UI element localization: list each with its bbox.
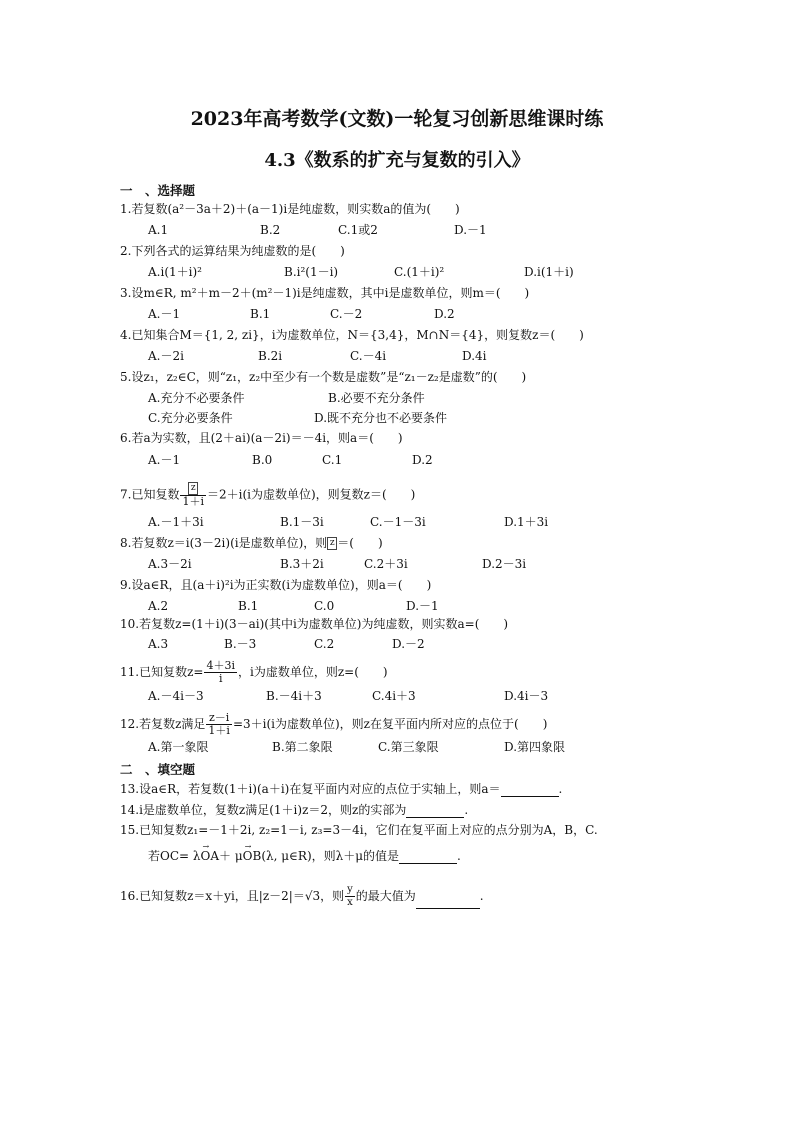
period: . xyxy=(479,889,484,903)
option-c: C.第三象限 xyxy=(378,740,439,754)
option-b: B.必要不充分条件 xyxy=(328,391,425,405)
question-8-pre: 8.若复数z＝i(3－2i)(i是虚数单位)，则 xyxy=(120,536,328,550)
option-a: A.充分不必要条件 xyxy=(148,391,245,405)
option-a: A.第一象限 xyxy=(148,740,209,754)
fraction-denominator: x xyxy=(347,897,353,908)
option-b: B.第二象限 xyxy=(272,740,333,754)
option-b: B.－4i＋3 xyxy=(266,689,322,703)
option-a: A.－1 xyxy=(148,453,181,467)
option-d: D.4i－3 xyxy=(504,689,549,703)
options-4 xyxy=(148,348,708,364)
question-14 xyxy=(120,802,468,818)
question-16 xyxy=(120,884,484,909)
option-c: C.－2 xyxy=(330,307,363,321)
options-5-row2 xyxy=(148,410,708,426)
option-b: B.0 xyxy=(252,453,273,467)
option-c: C.1 xyxy=(322,453,343,467)
fraction-denominator: i xyxy=(218,672,223,685)
option-b: B.1－3i xyxy=(280,515,324,529)
option-d: D.既不充分也不必要条件 xyxy=(314,411,448,425)
options-6 xyxy=(148,452,708,468)
option-c: C.充分必要条件 xyxy=(148,411,233,425)
fraction-denominator: 1＋i xyxy=(182,495,204,508)
option-c: C.1或2 xyxy=(338,223,378,237)
conjugate-z-box: z xyxy=(188,482,198,495)
option-b: B.－3 xyxy=(224,637,257,651)
option-d: D.－2 xyxy=(392,637,425,651)
question-4: 4.已知集合M＝{1, 2, zi}，i为虚数单位，N＝{3,4}，M∩N＝{4}，则复数z＝( ) xyxy=(120,328,584,342)
fraction xyxy=(206,712,232,737)
q15-tail: (λ, μ∈R)，则λ＋μ的值是 xyxy=(261,849,400,863)
page-subtitle: 4.3《数系的扩充与复数的引入》 xyxy=(264,150,530,171)
question-14-text: 14.i是虚数单位，复数z满足(1＋i)z＝2，则z的实部为 xyxy=(120,803,407,817)
option-a: A.－1＋3i xyxy=(148,515,204,529)
vector-oa: → OA xyxy=(201,848,220,864)
question-12 xyxy=(120,712,547,737)
conjugate-z-box: z xyxy=(327,537,337,550)
section-fill-heading: 二 、填空题 xyxy=(120,762,196,777)
option-d: D.i(1＋i) xyxy=(524,265,574,279)
option-d: D.2 xyxy=(412,453,433,467)
question-3: 3.设m∈R, m²＋m－2＋(m²－1)i是纯虚数，其中i是虚数单位，则m＝( ) xyxy=(120,286,530,300)
option-d: D.－1 xyxy=(454,223,487,237)
options-3 xyxy=(148,306,708,322)
period: . xyxy=(464,803,469,817)
fraction-numerator: z－i xyxy=(206,712,232,725)
option-c: C.－1－3i xyxy=(370,515,426,529)
option-b: B.i²(1－i) xyxy=(284,265,339,279)
option-c: C.2＋3i xyxy=(364,557,408,571)
question-15: 15.已知复数z₁=－1＋2i, z₂=1－i, z₃=3－4i，它们在复平面上对应的点分别为A，B，C. xyxy=(120,823,598,837)
period: . xyxy=(457,849,461,863)
option-c: C.－4i xyxy=(350,349,387,363)
q15-if-oc: 若OC xyxy=(148,849,180,863)
question-16-post: 的最大值为 xyxy=(355,889,416,903)
question-12-post: =3＋i(i为虚数单位)，则z在复平面内所对应的点位于( ) xyxy=(232,717,548,731)
option-a: A.3－2i xyxy=(148,557,192,571)
question-11-pre: 11.已知复数z= xyxy=(120,665,204,679)
question-7-pre: 7.已知复数 xyxy=(120,487,180,502)
option-c: C.2 xyxy=(314,637,335,651)
option-d: D.2－3i xyxy=(482,557,527,571)
options-10 xyxy=(148,636,708,652)
fraction xyxy=(180,482,206,508)
question-6: 6.若a为实数，且(2＋ai)(a－2i)＝－4i，则a＝( ) xyxy=(120,431,403,445)
question-12-pre: 12.若复数z满足 xyxy=(120,717,206,731)
option-a: A.－4i－3 xyxy=(148,689,204,703)
option-d: D.1＋3i xyxy=(504,515,549,529)
option-c: C.0 xyxy=(314,599,335,613)
options-11 xyxy=(148,688,708,704)
fraction xyxy=(345,884,355,909)
option-b: B.2i xyxy=(258,349,283,363)
section-choice-heading: 一 、选择题 xyxy=(120,183,196,198)
question-8 xyxy=(120,535,383,551)
option-a: A.1 xyxy=(148,223,169,237)
answer-blank[interactable] xyxy=(501,784,559,797)
options-2 xyxy=(148,264,708,280)
option-a: A.－2i xyxy=(148,349,184,363)
vector-ob: → OB xyxy=(243,848,262,864)
question-8-post: ＝( ) xyxy=(337,536,383,550)
option-d: D.－1 xyxy=(406,599,439,613)
question-1: 1.若复数(a²－3a＋2)＋(a－1)i是纯虚数，则实数a的值为( ) xyxy=(120,202,460,216)
answer-blank[interactable] xyxy=(399,851,457,864)
page-title: 2023年高考数学(文数)一轮复习创新思维课时练 xyxy=(190,108,604,130)
answer-blank[interactable] xyxy=(406,805,464,818)
question-2: 2.下列各式的运算结果为纯虚数的是( ) xyxy=(120,244,345,258)
options-7 xyxy=(148,514,708,530)
question-13-text: 13.设a∈R，若复数(1＋i)(a＋i)在复平面内对应的点位于实轴上，则a＝ xyxy=(120,782,501,796)
question-11 xyxy=(120,660,388,685)
option-a: A.3 xyxy=(148,637,169,651)
question-13 xyxy=(120,781,562,797)
fraction-numerator: y xyxy=(347,884,353,895)
question-9: 9.设a∈R，且(a＋i)²i为正实数(i为虚数单位)，则a＝( ) xyxy=(120,578,432,592)
option-c: C.4i＋3 xyxy=(372,689,416,703)
q15-eq-lambda: = λ xyxy=(179,849,201,863)
options-9 xyxy=(148,598,708,614)
question-10: 10.若复数z=(1＋i)(3－ai)(其中i为虚数单位)为纯虚数，则实数a=( ) xyxy=(120,617,509,631)
fraction-numerator: 4＋3i xyxy=(206,659,235,672)
options-12 xyxy=(148,739,708,755)
option-b: B.1 xyxy=(238,599,259,613)
fraction-denominator: 1＋i xyxy=(208,724,230,737)
fraction xyxy=(204,660,237,685)
option-a: A.－1 xyxy=(148,307,181,321)
option-d: D.4i xyxy=(462,349,487,363)
option-b: B.3＋2i xyxy=(280,557,324,571)
question-11-post: ，i为虚数单位，则z=( ) xyxy=(237,665,388,679)
option-c: C.(1＋i)² xyxy=(394,265,445,279)
question-15-line2 xyxy=(148,848,461,864)
options-5-row1 xyxy=(148,390,708,406)
options-1 xyxy=(148,222,708,238)
options-8 xyxy=(148,556,708,572)
option-a: A.i(1＋i)² xyxy=(148,265,202,279)
option-d: D.第四象限 xyxy=(504,740,566,754)
period: . xyxy=(558,782,563,796)
question-5: 5.设z₁，z₂∈C，则“z₁，z₂中至少有一个数是虚数”是“z₁－z₂是虚数”的( ) xyxy=(120,370,527,384)
question-7-post: ＝2＋i(i为虚数单位)，则复数z＝( ) xyxy=(206,487,416,502)
option-a: A.2 xyxy=(148,599,169,613)
q15-plus-mu: ＋ μ xyxy=(219,849,243,863)
option-b: B.2 xyxy=(260,223,281,237)
answer-blank[interactable] xyxy=(416,896,480,909)
question-16-pre: 16.已知复数z＝x＋yi，且|z－2|＝√3，则 xyxy=(120,889,345,903)
question-7 xyxy=(120,482,415,508)
option-d: D.2 xyxy=(434,307,455,321)
option-b: B.1 xyxy=(250,307,271,321)
